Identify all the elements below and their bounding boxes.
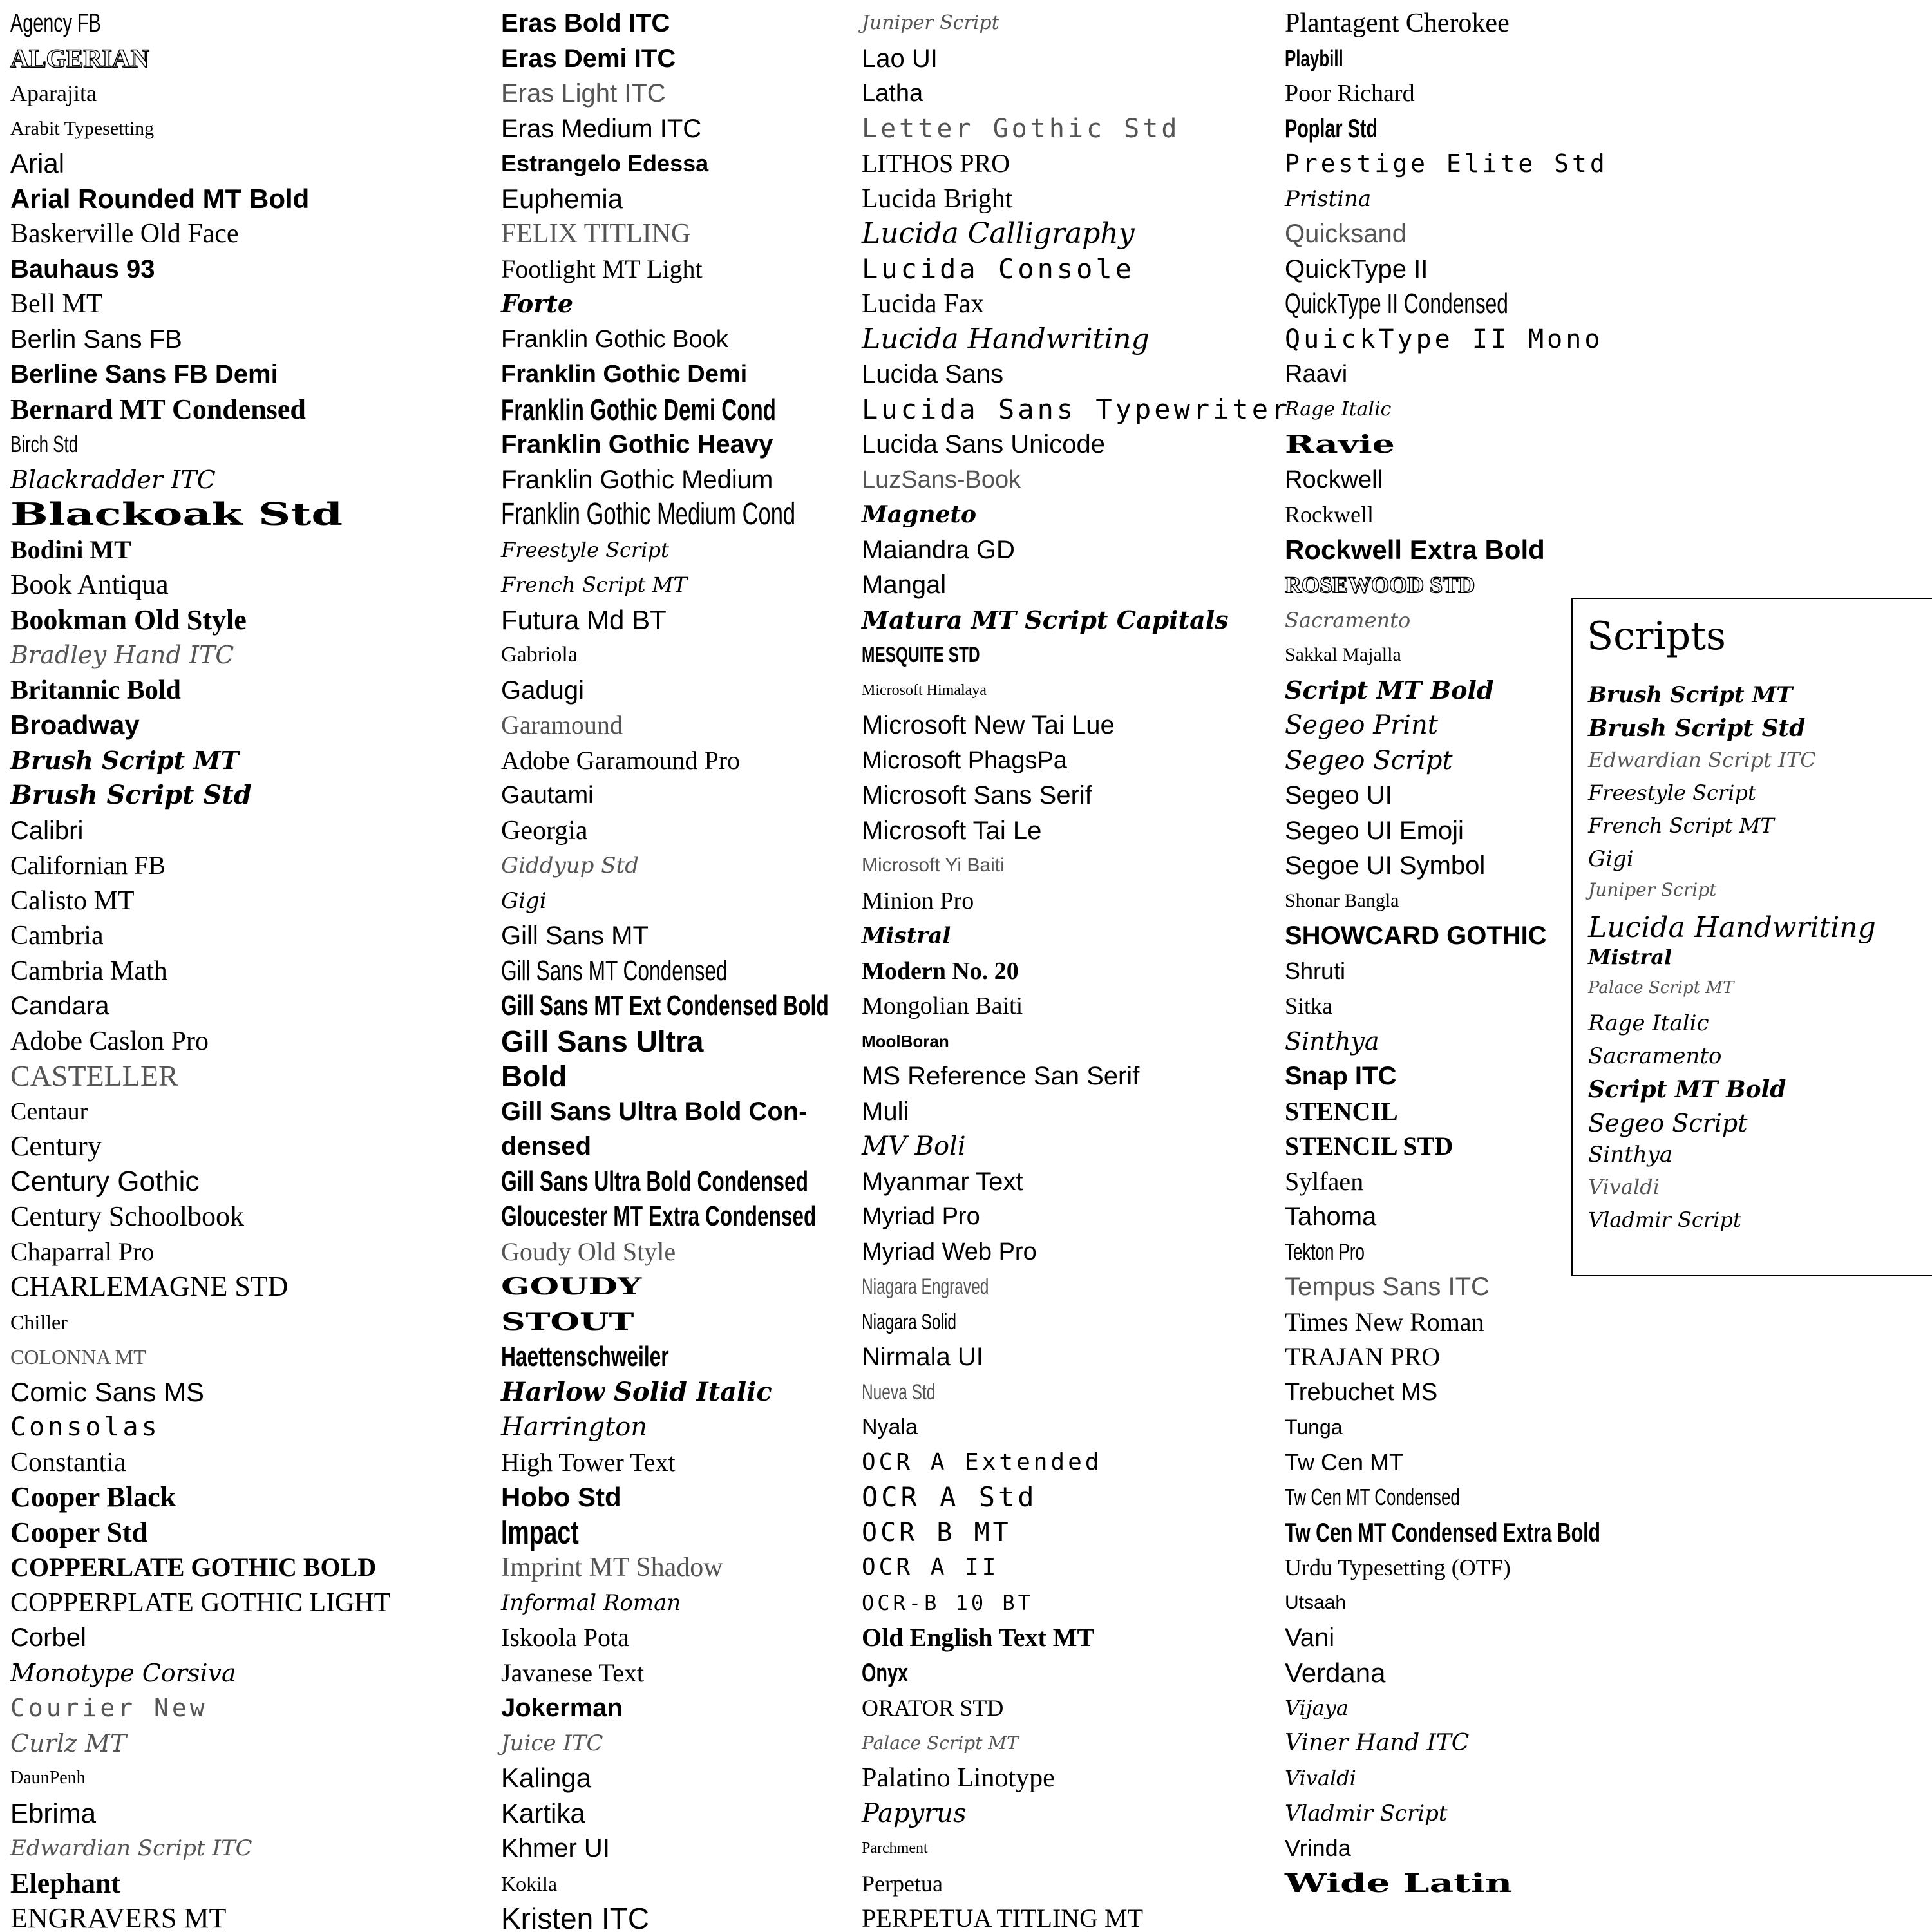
font-sample: Tahoma bbox=[1285, 1202, 1377, 1231]
font-sample: Freestyle Script bbox=[501, 537, 669, 562]
scripts-box bbox=[1571, 598, 1932, 1276]
font-sample: Microsoft Yi Baiti bbox=[862, 855, 1005, 876]
font-sample: Footlight MT Light bbox=[501, 254, 703, 283]
scripts-box-item: Vladmir Script bbox=[1588, 1208, 1741, 1232]
font-sample: Lao UI bbox=[862, 44, 938, 73]
font-sample: Century Schoolbook bbox=[10, 1200, 244, 1232]
font-sample: Calibri bbox=[10, 816, 84, 845]
font-sample: Niagara Engraved bbox=[862, 1274, 989, 1299]
font-sample: Haettenschweiler bbox=[501, 1341, 669, 1372]
font-sample: Gill Sans Ultra Bold Con- bbox=[501, 1097, 808, 1126]
font-sample: Jokerman bbox=[501, 1694, 623, 1722]
font-sample: Franklin Gothic Demi Cond bbox=[501, 392, 776, 426]
scripts-box-item: Rage Italic bbox=[1588, 1010, 1709, 1036]
font-sample: Microsoft PhagsPa bbox=[862, 746, 1067, 774]
font-sample: Quicksand bbox=[1285, 220, 1406, 248]
font-sample: Matura MT Script Capitals bbox=[862, 605, 1229, 634]
font-sample: Poplar Std bbox=[1285, 114, 1378, 143]
font-sample: Sinthya bbox=[1285, 1027, 1379, 1056]
font-sample: Gill Sans MT Condensed bbox=[501, 954, 728, 987]
font-sample: QuickType II Condensed bbox=[1285, 288, 1508, 319]
font-sample: Century bbox=[10, 1130, 102, 1162]
font-sample: Prestige Elite Std bbox=[1285, 149, 1608, 178]
font-sample: Cambria bbox=[10, 921, 104, 951]
font-sample: Harlow Solid Italic bbox=[501, 1376, 772, 1407]
font-sample: Segeo Script bbox=[1285, 745, 1453, 775]
font-sample: Verdana bbox=[1285, 1657, 1386, 1688]
font-sample: Urdu Typesetting (OTF) bbox=[1285, 1555, 1511, 1580]
font-sample: Brush Script MT bbox=[10, 745, 239, 775]
font-sample: Javanese Text bbox=[501, 1658, 644, 1687]
font-sample: Perpetua bbox=[862, 1870, 943, 1897]
font-sample: Sitka bbox=[1285, 993, 1333, 1019]
font-sample: Gautami bbox=[501, 782, 594, 809]
font-sample: Microsoft Tai Le bbox=[862, 816, 1042, 845]
font-sample: Chiller bbox=[10, 1310, 68, 1334]
scripts-box-item: Script MT Bold bbox=[1588, 1076, 1786, 1103]
font-sample: Georgia bbox=[501, 815, 588, 846]
font-sample: Vladmir Script bbox=[1285, 1800, 1448, 1826]
font-sample: Vijaya bbox=[1285, 1696, 1349, 1720]
font-sample: COLONNA MT bbox=[10, 1345, 146, 1368]
font-sample: Eras Demi ITC bbox=[501, 44, 676, 73]
font-sample: Pristina bbox=[1285, 185, 1372, 212]
font-sample: Giddyup Std bbox=[501, 853, 639, 878]
font-sample: Imprint MT Shadow bbox=[501, 1553, 723, 1582]
font-sample: Muli bbox=[862, 1097, 909, 1126]
font-sample: Tunga bbox=[1285, 1416, 1343, 1439]
font-sample: PERPETUA TITLING MT bbox=[862, 1904, 1144, 1932]
scripts-box-item: Juniper Script bbox=[1588, 879, 1717, 900]
font-sample: Iskoola Pota bbox=[501, 1623, 629, 1652]
scripts-box-item: Palace Script MT bbox=[1588, 978, 1734, 998]
font-sample: Onyx bbox=[862, 1658, 909, 1687]
font-sample: Microsoft Himalaya bbox=[862, 681, 987, 699]
font-sample: Calisto MT bbox=[10, 886, 135, 916]
font-sample: Eras Bold ITC bbox=[501, 9, 670, 37]
font-sample: Lucida Fax bbox=[862, 289, 985, 319]
scripts-box-item: Brush Script MT bbox=[1588, 682, 1793, 708]
font-sample: Rockwell Extra Bold bbox=[1285, 534, 1545, 565]
font-sample: Tw Cen MT bbox=[1285, 1448, 1404, 1475]
font-sample: Arial Rounded MT Bold bbox=[10, 183, 310, 214]
font-sample: Baskerville Old Face bbox=[10, 219, 239, 249]
font-sample: Lucida Console bbox=[862, 252, 1135, 285]
font-sample: Cooper Std bbox=[10, 1516, 148, 1548]
font-sample: OCR-B 10 BT bbox=[862, 1590, 1034, 1615]
font-sample: MV Boli bbox=[862, 1132, 966, 1161]
font-sample: Bauhaus 93 bbox=[10, 254, 155, 283]
font-sample: STOUT bbox=[501, 1308, 634, 1336]
font-sample: Gadugi bbox=[501, 676, 584, 705]
font-sample: Agency FB bbox=[10, 9, 101, 37]
font-sample: Kalinga bbox=[501, 1763, 592, 1793]
font-sample: Segeo Print bbox=[1285, 710, 1438, 740]
font-sample: Comic Sans MS bbox=[10, 1376, 205, 1407]
font-sample: Berlin Sans FB bbox=[10, 325, 182, 354]
font-sample: Gigi bbox=[501, 887, 547, 914]
font-sample: Futura Md BT bbox=[501, 604, 667, 635]
font-sample: densed bbox=[501, 1132, 592, 1160]
font-sample: Courier New bbox=[10, 1694, 208, 1722]
font-sample: Harrington bbox=[501, 1412, 648, 1442]
font-sample: Sacramento bbox=[1285, 607, 1411, 632]
font-sample: OCR A II bbox=[862, 1554, 999, 1580]
font-sample: Nueva Std bbox=[862, 1379, 936, 1405]
font-sample: Adobe Garamound Pro bbox=[501, 745, 741, 775]
font-sample: Lucida Sans bbox=[862, 360, 1004, 388]
font-sample: Nyala bbox=[862, 1415, 918, 1439]
scripts-box-item: Sacramento bbox=[1588, 1043, 1722, 1069]
font-sample: QuickType II Mono bbox=[1285, 324, 1604, 354]
font-sample: Shruti bbox=[1285, 957, 1346, 984]
font-sample: Palace Script MT bbox=[862, 1732, 1019, 1754]
font-sample: Vrinda bbox=[1285, 1835, 1351, 1861]
font-sample: Modern No. 20 bbox=[862, 957, 1019, 985]
font-sample: Chaparral Pro bbox=[10, 1236, 155, 1266]
font-sample: Segeo UI bbox=[1285, 781, 1392, 810]
font-sample: Microsoft New Tai Lue bbox=[862, 711, 1115, 739]
font-sample: Consolas bbox=[10, 1412, 160, 1442]
scripts-box-item: Mistral bbox=[1588, 945, 1672, 969]
font-sample: Tw Cen MT Condensed bbox=[1285, 1484, 1460, 1510]
font-sample: French Script MT bbox=[501, 573, 687, 597]
font-sample: Lucida Bright bbox=[862, 184, 1013, 214]
font-sample: Kristen ITC bbox=[501, 1902, 650, 1932]
font-sample: DaunPenh bbox=[10, 1768, 86, 1788]
font-sample: Myriad Web Pro bbox=[862, 1238, 1037, 1265]
scripts-box-item: Vivaldi bbox=[1588, 1175, 1660, 1199]
font-sample: Kartika bbox=[501, 1797, 585, 1828]
font-sample: Segeo UI Emoji bbox=[1285, 816, 1464, 845]
font-sample: Tw Cen MT Condensed Extra Bold bbox=[1285, 1517, 1601, 1548]
font-sample: ALGERIAN bbox=[10, 43, 149, 73]
font-sample: Tekton Pro bbox=[1285, 1238, 1365, 1265]
font-sample: Papyrus bbox=[862, 1798, 967, 1828]
font-sample: OCR A Extended bbox=[862, 1448, 1103, 1475]
font-sample: Minion Pro bbox=[862, 887, 974, 914]
font-sample: Khmer UI bbox=[501, 1834, 610, 1862]
font-sample: Niagara Solid bbox=[862, 1309, 956, 1334]
scripts-box-item: Lucida Handwriting bbox=[1588, 911, 1876, 944]
font-sample: MS Reference San Serif bbox=[862, 1062, 1140, 1090]
font-sample: ROSEWOOD STD bbox=[1285, 572, 1475, 598]
font-sample: LuzSans-Book bbox=[862, 466, 1021, 493]
scripts-box-item: Edwardian Script ITC bbox=[1588, 748, 1816, 772]
font-sample: Blackradder ITC bbox=[10, 465, 216, 494]
font-sample: Edwardian Script ITC bbox=[10, 1835, 252, 1861]
font-sample: Adobe Caslon Pro bbox=[10, 1026, 209, 1056]
font-sample: Bell MT bbox=[10, 289, 103, 319]
font-sample: Lucida Handwriting bbox=[862, 322, 1150, 355]
scripts-box-item: Brush Script Std bbox=[1588, 715, 1806, 742]
font-sample: Bradley Hand ITC bbox=[10, 641, 234, 669]
font-sample: Monotype Corsiva bbox=[10, 1658, 236, 1687]
scripts-box-item: French Script MT bbox=[1588, 813, 1774, 838]
font-sample: CASTELLER bbox=[10, 1059, 178, 1092]
font-sample: Bodini MT bbox=[10, 535, 131, 564]
font-sample: Bookman Old Style bbox=[10, 603, 247, 636]
font-sample: Hobo Std bbox=[501, 1482, 621, 1512]
scripts-box-title: Scripts bbox=[1587, 614, 1726, 659]
font-sample: Tempus Sans ITC bbox=[1285, 1273, 1490, 1301]
font-sample: STENCIL bbox=[1285, 1096, 1398, 1126]
font-sample: OCR A Std bbox=[862, 1481, 1037, 1513]
font-sample: Arial bbox=[10, 148, 65, 178]
font-sample: Gill Sans MT bbox=[501, 922, 649, 950]
font-sample: Centaur bbox=[10, 1097, 88, 1125]
font-sample: Lucida Sans Unicode bbox=[862, 430, 1106, 459]
font-sample: Blackoak Std bbox=[10, 497, 343, 533]
font-sample: Mangal bbox=[862, 571, 947, 599]
font-sample: Franklin Gothic Medium Cond bbox=[501, 497, 796, 531]
font-sample: OCR B MT bbox=[862, 1517, 1012, 1548]
font-sample: Sakkal Majalla bbox=[1285, 644, 1401, 665]
font-sample: Franklin Gothic Book bbox=[501, 325, 728, 353]
font-sample: Cambria Math bbox=[10, 956, 167, 986]
font-sample: Constantia bbox=[10, 1447, 126, 1477]
font-sample: Rockwell bbox=[1285, 466, 1383, 493]
font-sample: Brush Script Std bbox=[10, 780, 252, 810]
font-sample: Rage Italic bbox=[1285, 397, 1392, 421]
font-sample: Bernard MT Condensed bbox=[10, 393, 306, 425]
font-sample: Trebuchet MS bbox=[1285, 1378, 1438, 1406]
font-sample: Shonar Bangla bbox=[1285, 889, 1399, 911]
font-sample: Estrangelo Edessa bbox=[501, 150, 709, 176]
scripts-box-item: Sinthya bbox=[1588, 1142, 1673, 1168]
font-sample: Forte bbox=[501, 289, 573, 318]
font-sample: Wide Latin bbox=[1285, 1868, 1513, 1899]
font-sample: GOUDY bbox=[501, 1273, 642, 1300]
font-sample: Raavi bbox=[1285, 361, 1348, 388]
font-sample: Gabriola bbox=[501, 643, 578, 667]
font-sample: Aparajita bbox=[10, 80, 97, 106]
font-sample: Arabit Typesetting bbox=[10, 117, 155, 139]
font-sample: Candara bbox=[10, 992, 109, 1020]
font-sample: Mongolian Baiti bbox=[862, 992, 1023, 1019]
font-sample: Plantagent Cherokee bbox=[1285, 8, 1510, 38]
font-sample: MoolBoran bbox=[862, 1031, 949, 1051]
font-sample: Microsoft Sans Serif bbox=[862, 781, 1092, 810]
font-sample: Juice ITC bbox=[501, 1730, 603, 1756]
font-sample: Lucida Calligraphy bbox=[862, 217, 1135, 250]
font-sample: Impact bbox=[501, 1513, 579, 1551]
font-sample: Goudy Old Style bbox=[501, 1236, 676, 1266]
font-sample: Kokila bbox=[501, 1871, 558, 1895]
font-sample: Playbill bbox=[1285, 44, 1343, 71]
font-sample: Sylfaen bbox=[1285, 1166, 1364, 1196]
font-sample: Eras Light ITC bbox=[501, 79, 666, 108]
font-sample: Maiandra GD bbox=[862, 535, 1015, 564]
font-sample: Californian FB bbox=[10, 851, 166, 880]
scripts-box-item: Gigi bbox=[1588, 846, 1634, 872]
font-sample: Century Gothic bbox=[10, 1165, 200, 1197]
font-sample: Garamound bbox=[501, 710, 623, 739]
font-sample: Juniper Script bbox=[862, 12, 999, 34]
font-sample: Myanmar Text bbox=[862, 1167, 1023, 1196]
font-sample: Bold bbox=[501, 1059, 567, 1093]
font-sample: Poor Richard bbox=[1285, 80, 1415, 107]
font-sample: Vivaldi bbox=[1285, 1766, 1356, 1790]
font-sample: Birch Std bbox=[10, 431, 79, 457]
font-sample: Cooper Black bbox=[10, 1481, 176, 1513]
font-sample: High Tower Text bbox=[501, 1447, 676, 1477]
font-sample: ORATOR STD bbox=[862, 1695, 1004, 1721]
font-sample: Euphemia bbox=[501, 183, 623, 214]
font-sample: Magneto bbox=[862, 501, 977, 528]
font-sample: Rockwell bbox=[1285, 502, 1374, 527]
font-sample: Script MT Bold bbox=[1285, 675, 1494, 705]
font-sample: COPPERLATE GOTHIC BOLD bbox=[10, 1553, 377, 1582]
font-sample: Old English Text MT bbox=[862, 1623, 1095, 1652]
font-sample: Lucida Sans Typewriter bbox=[862, 393, 1291, 425]
font-sample: Franklin Gothic Medium bbox=[501, 465, 773, 494]
font-sample: Ravie bbox=[1285, 430, 1395, 459]
font-sample: Nirmala UI bbox=[862, 1343, 983, 1371]
font-sample: Berline Sans FB Demi bbox=[10, 360, 278, 388]
font-sample: Vani bbox=[1285, 1624, 1335, 1652]
font-sample: Eras Medium ITC bbox=[501, 114, 702, 143]
font-sample: Times New Roman bbox=[1285, 1307, 1484, 1336]
font-sample: Mistral bbox=[862, 923, 951, 949]
font-sample: Latha bbox=[862, 80, 923, 107]
font-sample: Gill Sans MT Ext Condensed Bold bbox=[501, 990, 829, 1021]
font-sample: Curlz MT bbox=[10, 1728, 127, 1757]
font-sample: Segoe UI Symbol bbox=[1285, 851, 1486, 880]
font-sample: QuickType II bbox=[1285, 254, 1428, 283]
font-sample: COPPERPLATE GOTHIC LIGHT bbox=[10, 1587, 391, 1618]
font-sample: Book Antiqua bbox=[10, 569, 169, 600]
font-sample: Myriad Pro bbox=[862, 1203, 980, 1230]
font-sample: TRAJAN PRO bbox=[1285, 1342, 1441, 1371]
font-sample: CHARLEMAGNE STD bbox=[10, 1271, 289, 1302]
font-sample: Broadway bbox=[10, 710, 140, 740]
font-sample: MESQUITE STD bbox=[862, 643, 980, 667]
font-sample: Franklin Gothic Demi bbox=[501, 361, 748, 388]
font-sample: STENCIL STD bbox=[1285, 1132, 1454, 1160]
font-sample: SHOWCARD GOTHIC bbox=[1285, 922, 1547, 950]
font-sample: Ebrima bbox=[10, 1797, 97, 1828]
font-sample: Gill Sans Ultra bbox=[501, 1024, 704, 1058]
font-sample: ENGRAVERS MT bbox=[10, 1902, 227, 1932]
font-sample: Viner Hand ITC bbox=[1285, 1729, 1470, 1756]
font-sample: Gill Sans Ultra Bold Condensed bbox=[501, 1165, 809, 1197]
font-sample: Gloucester MT Extra Condensed bbox=[501, 1200, 817, 1232]
font-sample: Elephant bbox=[10, 1867, 121, 1899]
font-sample: Snap ITC bbox=[1285, 1062, 1397, 1090]
font-sample: Britannic Bold bbox=[10, 675, 181, 705]
font-sample: FELIX TITLING bbox=[501, 219, 691, 249]
font-sample: Palatino Linotype bbox=[862, 1763, 1055, 1793]
font-sample: Franklin Gothic Heavy bbox=[501, 430, 773, 459]
font-sample: Corbel bbox=[10, 1624, 86, 1652]
font-sample: Utsaah bbox=[1285, 1591, 1347, 1613]
scripts-box-item: Segeo Script bbox=[1588, 1109, 1748, 1137]
scripts-box-item: Freestyle Script bbox=[1588, 781, 1756, 805]
font-sample: LITHOS PRO bbox=[862, 149, 1010, 178]
font-sample: Letter Gothic Std bbox=[862, 113, 1180, 144]
font-sample: Informal Roman bbox=[501, 1589, 681, 1616]
font-sample: Parchment bbox=[862, 1840, 928, 1857]
